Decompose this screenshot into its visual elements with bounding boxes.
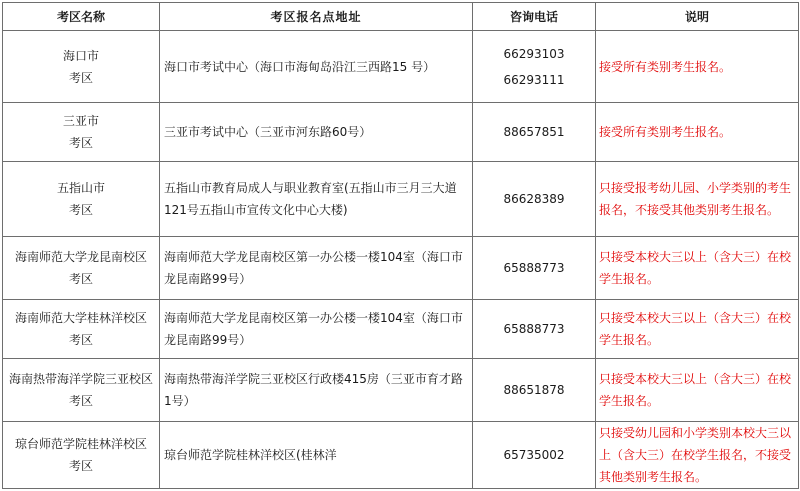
address-cell: 海南师范大学龙昆南校区第一办公楼一楼104室（海口市龙昆南路99号） xyxy=(160,237,473,300)
note-cell: 接受所有类别考生报名。 xyxy=(596,103,799,162)
district-suffix: 考区 xyxy=(68,459,93,473)
district-name: 三亚市 xyxy=(62,114,99,128)
phone-number: 65735002 xyxy=(503,448,565,462)
district-suffix: 考区 xyxy=(68,203,93,217)
phone-cell xyxy=(473,359,596,422)
table-row xyxy=(3,31,799,103)
table-row xyxy=(3,237,799,300)
phone-cell xyxy=(473,237,596,300)
district-cell xyxy=(3,359,160,422)
district-suffix: 考区 xyxy=(68,272,93,286)
phone-cell xyxy=(473,31,596,103)
table-row xyxy=(3,162,799,237)
phone-cell xyxy=(473,162,596,237)
district-cell xyxy=(3,31,160,103)
district-cell xyxy=(3,103,160,162)
registration-table xyxy=(2,2,799,489)
note-cell: 只接受本校大三以上（含大三）在校学生报名。 xyxy=(596,359,799,422)
address-cell: 三亚市考试中心（三亚市河东路60号） xyxy=(160,103,473,162)
district-cell xyxy=(3,300,160,359)
header-address: 考区报名点地址 xyxy=(160,3,473,31)
note-cell: 只接受报考幼儿园、小学类别的考生报名，不接受其他类别考生报名。 xyxy=(596,162,799,237)
header-phone: 咨询电话 xyxy=(473,3,596,31)
district-suffix: 考区 xyxy=(68,333,93,347)
phone-number: 65888773 xyxy=(503,322,565,336)
phone-cell xyxy=(473,300,596,359)
district-name: 琼台师范学院桂林洋校区 xyxy=(14,437,147,451)
address-cell: 海口市考试中心（海口市海甸岛沿江三西路15 号） xyxy=(160,31,473,103)
district-cell xyxy=(3,422,160,489)
address-cell: 五指山市教育局成人与职业教育室(五指山市三月三大道121号五指山市宣传文化中心大楼) xyxy=(160,162,473,237)
header-note: 说明 xyxy=(596,3,799,31)
district-name: 海南热带海洋学院三亚校区考区 xyxy=(8,372,153,408)
note-cell: 只接受本校大三以上（含大三）在校学生报名。 xyxy=(596,237,799,300)
address-cell: 琼台师范学院桂林洋校区(桂林洋 xyxy=(160,422,473,489)
phone-cell xyxy=(473,103,596,162)
district-suffix: 考区 xyxy=(68,136,93,150)
district-name: 海口市 xyxy=(62,48,99,63)
table-row xyxy=(3,300,799,359)
table-row xyxy=(3,359,799,422)
district-suffix: 考区 xyxy=(68,70,93,85)
table-row xyxy=(3,103,799,162)
district-cell xyxy=(3,237,160,300)
note-cell: 只接受幼儿园和小学类别本校大三以上（含大三）在校学生报名，不接受其他类别考生报名。 xyxy=(596,422,799,489)
address-cell: 海南师范大学龙昆南校区第一办公楼一楼104室（海口市龙昆南路99号） xyxy=(160,300,473,359)
header-district: 考区名称 xyxy=(3,3,160,31)
phone-cell xyxy=(473,422,596,489)
table-header-row xyxy=(3,3,799,31)
phone-number: 86628389 xyxy=(503,192,565,206)
district-name: 五指山市 xyxy=(56,181,105,195)
note-cell: 接受所有类别考生报名。 xyxy=(596,31,799,103)
phone-number: 88651878 xyxy=(503,383,565,397)
phone-number: 66293103 xyxy=(503,46,565,61)
district-name: 海南师范大学桂林洋校区 xyxy=(14,311,147,325)
phone-number: 65888773 xyxy=(503,261,565,275)
district-cell xyxy=(3,162,160,237)
district-name: 海南师范大学龙昆南校区 xyxy=(14,250,147,264)
phone-number: 88657851 xyxy=(503,125,565,139)
address-cell: 海南热带海洋学院三亚校区行政楼415房（三亚市育才路1号） xyxy=(160,359,473,422)
table-row xyxy=(3,422,799,489)
phone-number: 66293111 xyxy=(503,72,565,87)
note-cell: 只接受本校大三以上（含大三）在校学生报名。 xyxy=(596,300,799,359)
